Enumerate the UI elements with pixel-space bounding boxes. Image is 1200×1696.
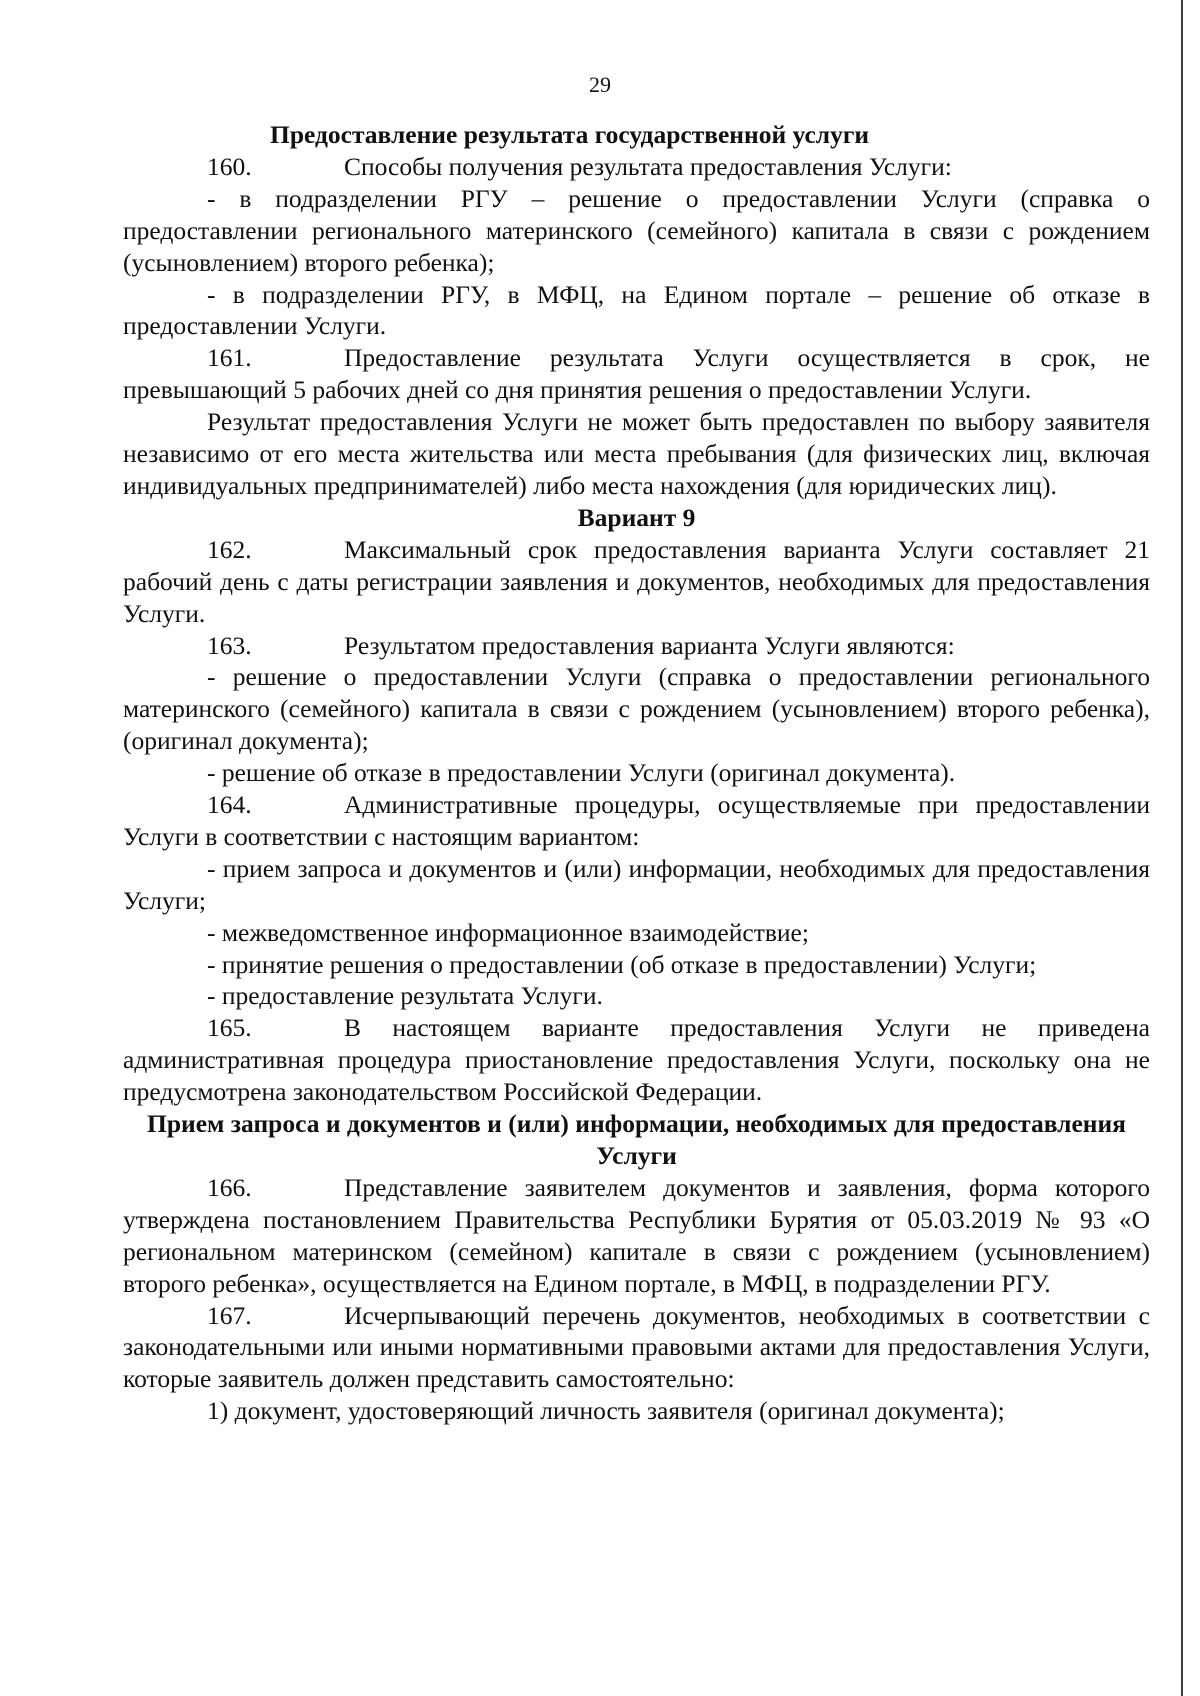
paragraph-160-item-2: - в подразделении РГУ, в МФЦ, на Едином портале – решение об отказе в предоставлении Услуги. — [123, 279, 1150, 341]
paragraph-167 — [123, 1300, 1150, 1396]
paragraph-number: 162. — [207, 534, 252, 564]
paragraph-text: Предоставление результата Услуги осуществляется в срок, не превышающий 5 рабочих дней со дня принятия решения о предоставлении Услуги. — [123, 343, 1150, 405]
page-number: 29 — [589, 72, 611, 97]
paragraph-163-item-1: - решение о предоставлении Услуги (справка о предоставлении регионального материнского (семейного) капитала в связи с рождением (усыновлением) второго ребенка), (оригинал документа); — [123, 662, 1150, 756]
paragraph-164-item-1: - прием запроса и документов и (или) информации, необходимых для предоставления Услуги; — [123, 853, 1150, 915]
paragraph-166 — [123, 1172, 1150, 1300]
paragraph-164-item-4: - предоставление результата Услуги. — [207, 981, 603, 1011]
document-body — [123, 119, 1150, 1427]
paragraph-number: 163. — [207, 630, 252, 660]
paragraph-163 — [123, 630, 1150, 662]
paragraph-text: Максимальный срок предоставления варианта Услуги составляет 21 рабочий день с даты регистрации заявления и документов, необходимых для предоставления Услуги. — [123, 534, 1150, 628]
paragraph-text: Административные процедуры, осуществляемые при предоставлении Услуги в соответствии с настоящим вариантом: — [123, 790, 1150, 851]
paragraph-number: 160. — [207, 151, 252, 181]
paragraph-160 — [123, 151, 1150, 183]
paragraph-160-item-1: - в подразделении РГУ – решение о предоставлении Услуги (справка о предоставлении регионального материнского (семейного) капитала в связи с рождением (усыновлением) второго ребенка); — [123, 183, 1150, 277]
paragraph-text: Результатом предоставления варианта Услуги являются: — [344, 630, 955, 660]
paragraph-text: Способы получения результата предоставления Услуги: — [344, 151, 952, 181]
paragraph-161-extra: Результат предоставления Услуги не может быть предоставлен по выбору заявителя независимо от его места жительства или места пребывания (для физических лиц, включая индивидуальных предпринимателей) либо места нахождения (для юридических лиц). — [123, 407, 1150, 500]
section-heading-reception: Прием запроса и документов и (или) информации, необходимых для предоставления Услуги — [147, 1109, 1126, 1170]
paragraph-text: Представление заявителем документов и заявления, форма которого утверждена постановлением Правительства Республики Бурятия от 05.03.2019 № 93 «О региональном материнском (семейном) капитале в связи с рождением (усыновлением) второго ребенка», осуществляется на Едином портале, в МФЦ, в подразделении РГУ. — [123, 1172, 1150, 1298]
paragraph-text: Исчерпывающий перечень документов, необходимых в соответствии с законодательными или иными нормативными правовыми актами для предоставления Услуги, которые заявитель должен представить самостоятельно: — [123, 1300, 1150, 1394]
paragraph-164 — [123, 789, 1150, 853]
paragraph-165 — [123, 1012, 1150, 1108]
section-heading-result: Предоставление результата государственной услуги — [270, 120, 870, 149]
paragraph-164-item-3: - принятие решения о предоставлении (об отказе в предоставлении) Услуги; — [207, 949, 1037, 979]
paragraph-number: 165. — [207, 1013, 252, 1043]
paragraph-number: 164. — [207, 790, 252, 820]
page-edge-line — [1181, 0, 1183, 1696]
paragraph-text: В настоящем варианте предоставления Услуги не приведена административная процедура приостановление предоставления Услуги, поскольку она не предусмотрена законодательством Российской Федерации. — [123, 1013, 1150, 1107]
paragraph-167-item-1: 1) документ, удостоверяющий личность заявителя (оригинал документа); — [207, 1396, 1005, 1426]
paragraph-164-item-2: - межведомственное информационное взаимодействие; — [207, 917, 809, 947]
paragraph-162 — [123, 534, 1150, 630]
paragraph-161 — [123, 342, 1150, 406]
paragraph-number: 166. — [207, 1172, 252, 1202]
variant-heading: Вариант 9 — [577, 502, 696, 532]
paragraph-number: 167. — [207, 1300, 252, 1330]
paragraph-number: 161. — [207, 343, 252, 373]
paragraph-163-item-2: - решение об отказе в предоставлении Услуги (оригинал документа). — [207, 758, 956, 788]
